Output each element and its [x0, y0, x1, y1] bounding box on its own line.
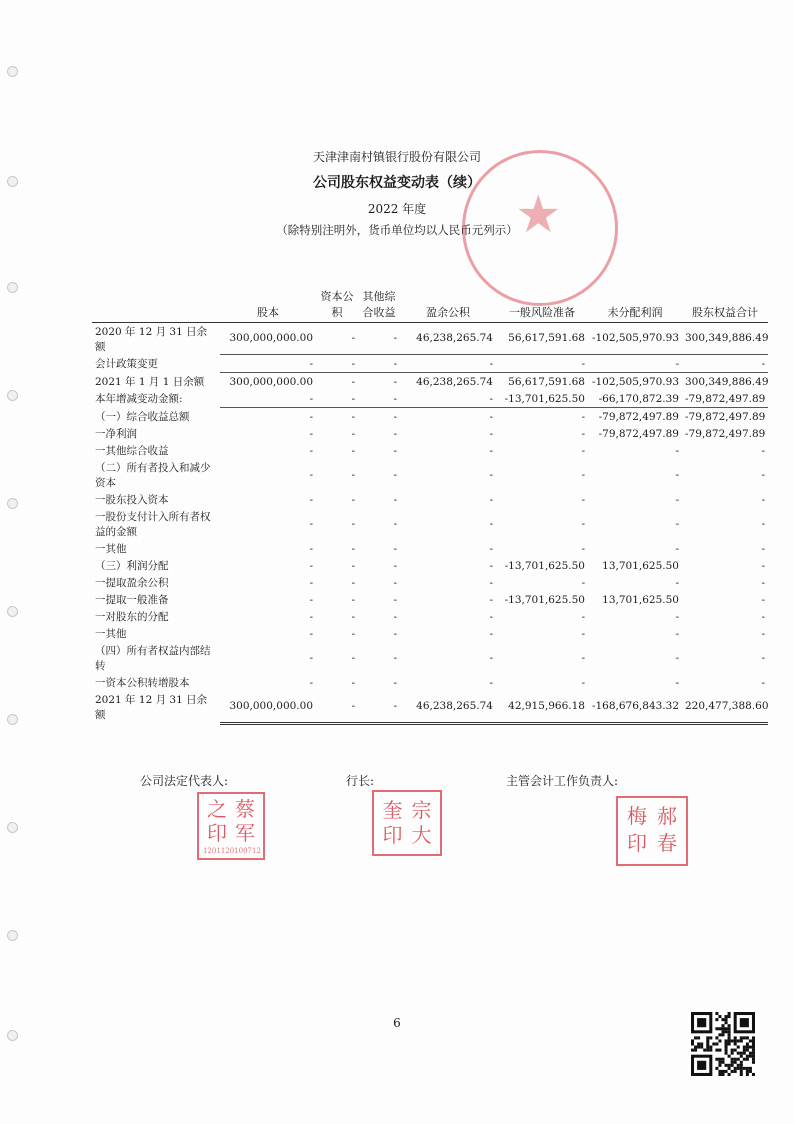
- cell-value: -: [351, 542, 355, 555]
- column-header: 其他综合收益: [358, 276, 400, 322]
- table-row: [92, 408, 768, 426]
- seal-char: 蔡: [235, 797, 255, 821]
- cell-value: -: [675, 542, 679, 555]
- cell-value: -: [393, 427, 397, 440]
- binder-hole: [7, 66, 18, 77]
- cell-value: -: [316, 322, 358, 355]
- cell-value: -: [489, 652, 493, 664]
- table-row: [92, 322, 768, 355]
- cell-value: -: [489, 493, 493, 506]
- cell-value: -: [581, 469, 585, 481]
- cell-value: -: [351, 676, 355, 689]
- cell-value: -79,872,497.89: [682, 390, 768, 408]
- cell-value: -: [675, 576, 679, 589]
- cell-value: -102,505,970.93: [588, 322, 682, 355]
- cell-value: -79,872,497.89: [685, 410, 766, 423]
- table-row: [92, 355, 768, 373]
- cell-value: -: [393, 652, 397, 664]
- legal-rep-seal-icon: [197, 792, 265, 860]
- cell-value: -: [489, 469, 493, 481]
- cell-value: -: [588, 355, 682, 373]
- seal-char: 大: [411, 823, 432, 847]
- seal-char: 之: [207, 797, 227, 821]
- qr-code-icon: [691, 1012, 755, 1076]
- cell-value: -: [489, 676, 493, 689]
- binder-hole: [7, 606, 18, 617]
- cell-value: -: [581, 542, 585, 555]
- row-label: 2020 年 12 月 31 日余额: [95, 325, 208, 353]
- seal-star-icon: ★: [515, 185, 562, 245]
- cell-value: 300,000,000.00: [229, 375, 313, 388]
- cell-value: 300,000,000.00: [220, 322, 316, 355]
- cell-value: -: [393, 593, 397, 606]
- cell-value: -: [393, 610, 397, 623]
- cell-value: -: [309, 542, 313, 555]
- cell-value: -: [761, 444, 765, 457]
- seal-char: 印: [382, 823, 403, 847]
- cell-value: -: [675, 610, 679, 623]
- seal-char: 宗: [411, 798, 432, 822]
- cell-value: -: [351, 444, 355, 457]
- row-label: （一）综合收益总额: [95, 410, 190, 423]
- president-seal-icon: [372, 790, 442, 856]
- cell-value: -: [316, 691, 358, 723]
- cell-value: 46,238,265.74: [416, 375, 493, 388]
- cell-value: -: [309, 652, 313, 664]
- seal-char: 郝: [657, 804, 677, 828]
- binder-hole: [7, 930, 18, 941]
- column-header: 未分配利润: [588, 276, 682, 322]
- cell-value: -: [761, 576, 765, 589]
- cell-value: -: [316, 390, 358, 408]
- table-row: [92, 491, 768, 508]
- cell-value: -: [309, 676, 313, 689]
- row-label: 一其他: [95, 543, 127, 555]
- cell-value: -: [309, 610, 313, 623]
- row-label: 一净利润: [95, 428, 137, 440]
- page-number: 6: [393, 1016, 401, 1030]
- column-header: [92, 276, 220, 322]
- cell-value: -: [761, 469, 765, 481]
- cell-value: -: [309, 427, 313, 440]
- cell-value: -: [489, 593, 493, 606]
- row-label: 本年增减变动金额:: [95, 393, 183, 406]
- cell-value: -: [581, 427, 585, 440]
- cell-value: -: [581, 627, 585, 640]
- cell-value: -: [761, 542, 765, 555]
- cell-value: -: [489, 559, 493, 572]
- cell-value: -: [581, 652, 585, 664]
- cell-value: 300,349,886.49: [682, 322, 768, 355]
- cell-value: -: [489, 410, 493, 423]
- table-row: [92, 373, 768, 391]
- cell-value: 56,617,591.68: [496, 322, 588, 355]
- cell-value: -: [309, 444, 313, 457]
- seal-char: 奎: [382, 798, 403, 822]
- seal-char: 春: [657, 831, 677, 855]
- cell-value: 46,238,265.74: [400, 691, 496, 723]
- row-label: 一提取一般准备: [95, 594, 169, 606]
- cell-value: -: [393, 559, 397, 572]
- cell-value: -: [581, 518, 585, 530]
- cell-value: -: [351, 652, 355, 664]
- cell-value: -: [761, 493, 765, 506]
- cell-value: -: [675, 493, 679, 506]
- cell-value: -: [309, 576, 313, 589]
- cell-value: 220,477,388.60: [682, 691, 768, 723]
- accounting-head-label: 主管会计工作负责人:: [506, 774, 619, 788]
- cell-value: -: [351, 593, 355, 606]
- cell-value: -: [316, 355, 358, 373]
- cell-value: -: [309, 559, 313, 572]
- equity-change-table: [92, 276, 768, 725]
- cell-value: -: [393, 627, 397, 640]
- cell-value: -: [761, 652, 765, 664]
- row-label: （四）所有者权益内部结转: [95, 645, 211, 672]
- row-label: （三）利润分配: [95, 560, 169, 572]
- column-header: 股东权益合计: [682, 276, 768, 322]
- row-label: 一股份支付计入所有者权益的金额: [95, 511, 211, 538]
- cell-value: -13,701,625.50: [496, 390, 588, 408]
- cell-value: -: [351, 610, 355, 623]
- cell-value: -: [581, 676, 585, 689]
- cell-value: -: [393, 375, 397, 388]
- unit-note: （除特别注明外，货币单位均以人民币元列示）: [276, 223, 518, 237]
- cell-value: -: [309, 593, 313, 606]
- cell-value: -: [400, 390, 496, 408]
- cell-value: -: [358, 355, 400, 373]
- cell-value: -: [393, 576, 397, 589]
- table-row: [92, 591, 768, 608]
- row-label: 一提取盈余公积: [95, 577, 169, 589]
- cell-value: -79,872,497.89: [685, 427, 766, 440]
- cell-value: -: [489, 576, 493, 589]
- table-row: [92, 691, 768, 723]
- report-year: 2022 年度: [367, 202, 427, 216]
- table-row: [92, 425, 768, 442]
- president-label: 行长:: [346, 774, 375, 788]
- cell-value: 46,238,265.74: [400, 322, 496, 355]
- cell-value: -: [675, 469, 679, 481]
- cell-value: -: [351, 493, 355, 506]
- cell-value: -: [351, 410, 355, 423]
- column-header: 股本: [220, 276, 316, 322]
- row-label: 一对股东的分配: [95, 611, 169, 623]
- cell-value: -: [581, 493, 585, 506]
- table-row: [92, 608, 768, 625]
- cell-value: -: [581, 576, 585, 589]
- cell-value: -: [351, 427, 355, 440]
- binder-hole: [7, 282, 18, 293]
- table-row: [92, 674, 768, 691]
- seal-code: 1201120100712: [203, 846, 261, 855]
- binder-hole: [7, 390, 18, 401]
- binder-hole: [7, 714, 18, 725]
- cell-value: -: [309, 518, 313, 530]
- table-row: [92, 557, 768, 574]
- cell-value: 300,349,886.49: [685, 375, 769, 388]
- cell-value: -: [761, 593, 765, 606]
- cell-value: -: [675, 518, 679, 530]
- table-row: [92, 540, 768, 557]
- cell-value: -: [393, 444, 397, 457]
- table-row: [92, 390, 768, 408]
- cell-value: -: [358, 390, 400, 408]
- table-header-row: [92, 276, 768, 322]
- cell-value: -: [309, 469, 313, 481]
- cell-value: -: [761, 518, 765, 530]
- cell-value: -102,505,970.93: [591, 375, 679, 388]
- column-header: 一般风险准备: [496, 276, 588, 322]
- row-label: 一股东投入资本: [95, 494, 169, 506]
- cell-value: -: [309, 627, 313, 640]
- seal-char: 军: [235, 821, 255, 846]
- row-label: 2021 年 12 月 31 日余额: [95, 694, 208, 721]
- cell-value: -: [220, 355, 316, 373]
- report-title: 公司股东权益变动表（续）: [313, 175, 481, 191]
- table-row: [92, 442, 768, 459]
- cell-value: -79,872,497.89: [598, 427, 679, 440]
- cell-value: -: [489, 542, 493, 555]
- row-label: 2021 年 1 月 1 日余额: [95, 375, 205, 388]
- binder-hole: [7, 1030, 18, 1041]
- table-row: [92, 642, 768, 674]
- legal-rep-label: 公司法定代表人:: [140, 774, 229, 788]
- table-row: [92, 625, 768, 642]
- cell-value: -: [393, 676, 397, 689]
- cell-value: -: [581, 410, 585, 423]
- cell-value: -: [400, 355, 496, 373]
- cell-value: -: [675, 652, 679, 664]
- cell-value: -79,872,497.89: [598, 410, 679, 423]
- cell-value: -: [761, 627, 765, 640]
- cell-value: -: [761, 559, 765, 572]
- accounting-head-seal-icon: [616, 796, 688, 866]
- table-row: [92, 459, 768, 491]
- cell-value: -: [393, 410, 397, 423]
- cell-value: 13,701,625.50: [602, 559, 679, 572]
- cell-value: -: [309, 410, 313, 423]
- cell-value: -: [675, 444, 679, 457]
- cell-value: -: [358, 691, 400, 723]
- company-name: 天津津南村镇银行股份有限公司: [312, 150, 481, 164]
- binder-hole: [7, 822, 18, 833]
- cell-value: -: [581, 444, 585, 457]
- cell-value: -: [393, 542, 397, 555]
- seal-char: 印: [207, 821, 227, 846]
- cell-value: -: [220, 390, 316, 408]
- column-header: 盈余公积: [400, 276, 496, 322]
- cell-value: -: [489, 444, 493, 457]
- cell-value: -: [309, 493, 313, 506]
- cell-value: -: [675, 627, 679, 640]
- cell-value: 42,915,966.18: [496, 691, 588, 723]
- cell-value: 56,617,591.68: [508, 375, 585, 388]
- cell-value: -: [761, 610, 765, 623]
- cell-value: -168,676,843.32: [588, 691, 682, 723]
- cell-value: -: [496, 355, 588, 373]
- binder-hole: [7, 498, 18, 509]
- table-row: [92, 508, 768, 540]
- cell-value: -: [351, 469, 355, 481]
- cell-value: 300,000,000.00: [220, 691, 316, 723]
- cell-value: -13,701,625.50: [504, 559, 585, 572]
- seal-char: 梅: [627, 804, 647, 828]
- cell-value: -: [393, 493, 397, 506]
- cell-value: 13,701,625.50: [602, 593, 679, 606]
- column-header: 资本公积: [316, 276, 358, 322]
- cell-value: -: [489, 427, 493, 440]
- cell-value: -: [351, 518, 355, 530]
- row-label: （二）所有者投入和减少资本: [95, 462, 211, 489]
- cell-value: -: [581, 610, 585, 623]
- cell-value: -: [358, 322, 400, 355]
- row-label: 一资本公积转增股本: [95, 677, 190, 689]
- cell-value: -: [393, 518, 397, 530]
- seal-char: 印: [627, 831, 647, 855]
- cell-value: -: [351, 559, 355, 572]
- cell-value: -: [489, 610, 493, 623]
- cell-value: -: [489, 518, 493, 530]
- cell-value: -: [351, 375, 355, 388]
- cell-value: -: [393, 469, 397, 481]
- cell-value: -: [682, 355, 768, 373]
- cell-value: -66,170,872.39: [588, 390, 682, 408]
- row-label: 会计政策变更: [95, 358, 158, 370]
- cell-value: -: [761, 676, 765, 689]
- table-row: [92, 574, 768, 591]
- cell-value: -13,701,625.50: [504, 593, 585, 606]
- cell-value: -: [489, 627, 493, 640]
- cell-value: -: [351, 576, 355, 589]
- cell-value: -: [675, 676, 679, 689]
- row-label: 一其他: [95, 628, 127, 640]
- cell-value: -: [351, 627, 355, 640]
- row-label: 一其他综合收益: [95, 445, 169, 457]
